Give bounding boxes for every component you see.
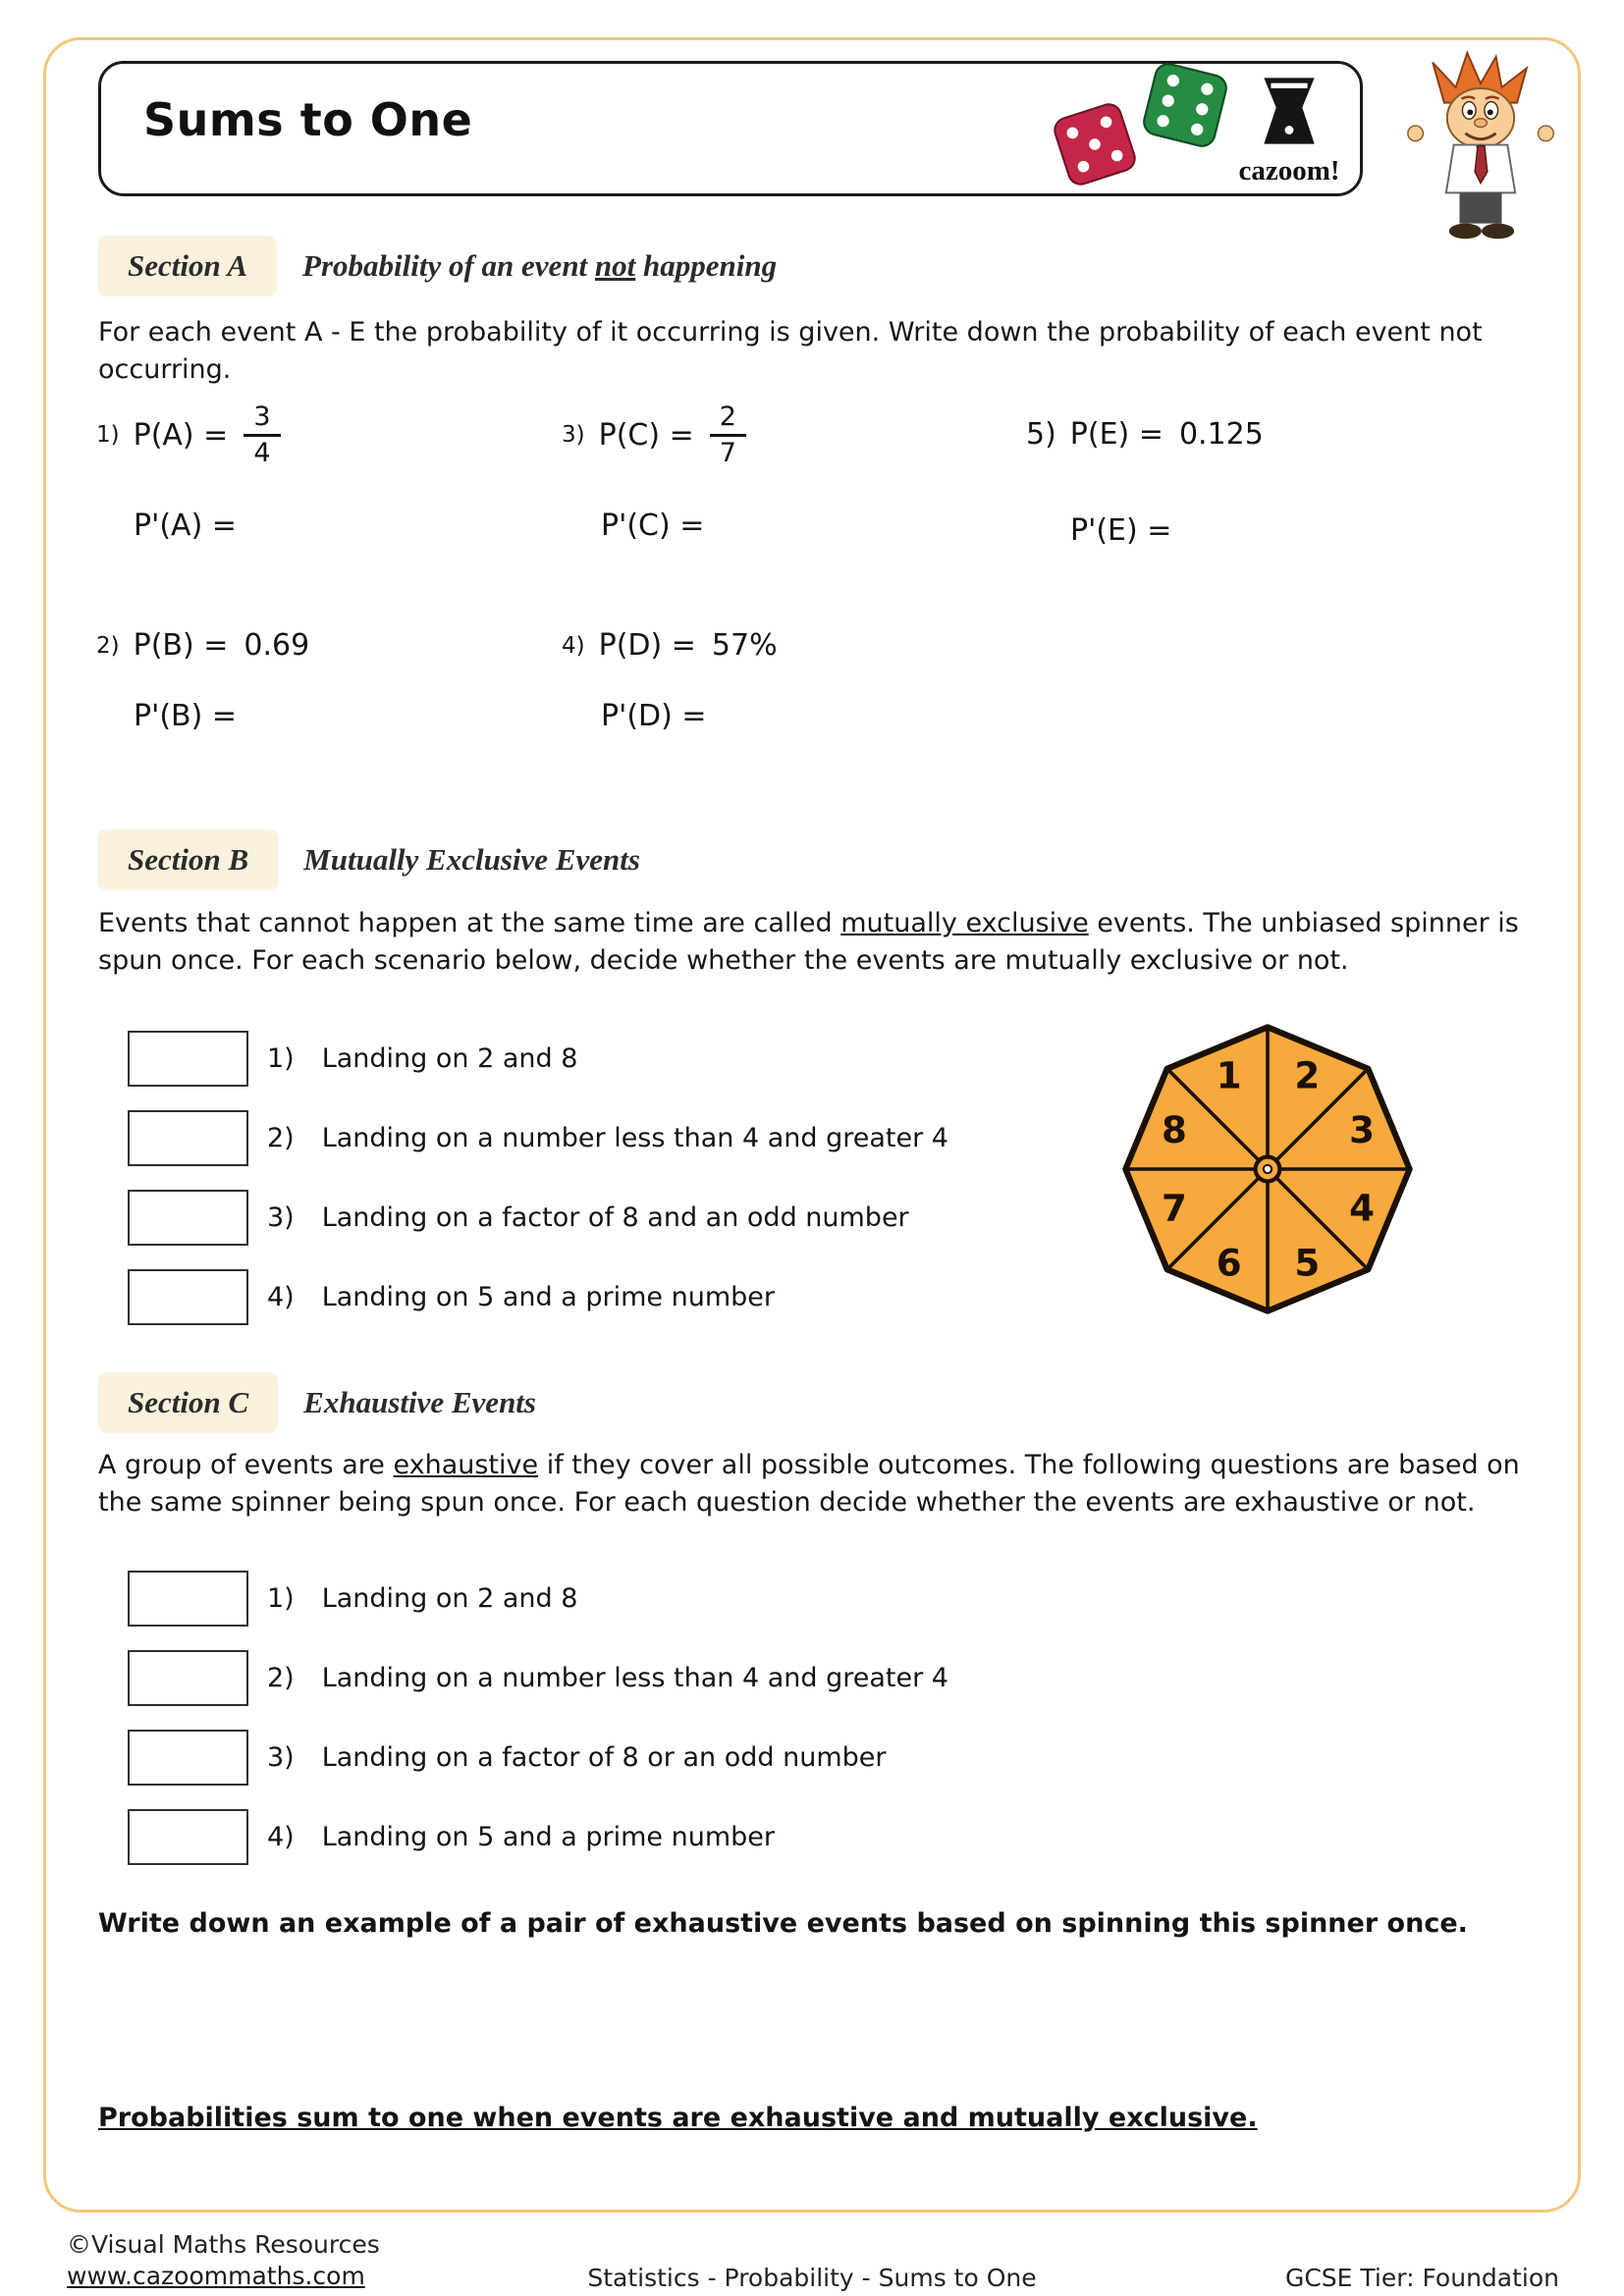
page-title: Sums to One — [143, 93, 473, 146]
footer-tier-text: GCSE Tier: Foundation — [1284, 2264, 1559, 2292]
problem-4-number: 4) — [562, 632, 585, 659]
section-a-title: Probability of an event not happening — [302, 248, 778, 283]
problem-5-number: 5) — [1026, 417, 1056, 452]
section-c-intro: A group of events are exhaustive if they cover all possible outcomes. The following questions are based on the same spinner being spun once. For each question decide whether the events are exhaustive or not. — [98, 1450, 1520, 1518]
problem-3-number: 3) — [562, 422, 585, 449]
question-c4: 4) Landing on 5 and a prime number — [267, 1822, 775, 1852]
problem-5-value: 0.125 — [1178, 417, 1264, 452]
problem-2-given: P(B) = — [133, 628, 229, 663]
fraction — [710, 400, 746, 470]
footer-copyright: ©Visual Maths Resources — [67, 2230, 380, 2259]
section-c-title: Exhaustive Events — [303, 1385, 536, 1419]
spinner-number-2: 2 — [1294, 1053, 1321, 1097]
answer-box-c2[interactable] — [128, 1650, 248, 1706]
section-b-header — [98, 829, 640, 890]
answer-box-c1[interactable] — [128, 1571, 248, 1627]
answer-label-3: P'(C) = — [601, 508, 705, 543]
section-c-label: Section C — [98, 1372, 278, 1433]
fraction — [244, 400, 280, 470]
answer-box-b2[interactable] — [128, 1110, 248, 1166]
question-c3: 3) Landing on a factor of 8 or an odd number — [267, 1742, 887, 1773]
section-a-header — [98, 236, 777, 296]
answer-box-b1[interactable] — [128, 1031, 248, 1087]
answer-label-5: P'(E) = — [1070, 513, 1172, 548]
problem-3-given: P(C) = — [598, 417, 694, 453]
problem-5 — [1026, 417, 1264, 452]
section-a-label: Section A — [98, 236, 277, 296]
answer-label-2: P'(B) = — [134, 699, 237, 733]
mascot-character-illustration — [1382, 47, 1579, 248]
question-b4: 4) Landing on 5 and a prime number — [267, 1282, 775, 1312]
problem-1 — [96, 400, 281, 470]
section-c-header — [98, 1372, 536, 1433]
answer-box-c4[interactable] — [128, 1809, 248, 1865]
write-example-prompt: Write down an example of a pair of exhaustive events based on spinning this spinner once. — [98, 1908, 1468, 1939]
problem-5-given: P(E) = — [1069, 417, 1164, 452]
problem-4-given: P(D) = — [598, 628, 696, 663]
fraction-numerator: 3 — [253, 401, 271, 432]
spinner-number-4: 4 — [1349, 1186, 1376, 1230]
spinner-number-1: 1 — [1216, 1053, 1242, 1097]
section-a-intro: For each event A - E the probability of it occurring is given. Write down the probability of each event not occurring. — [98, 317, 1483, 385]
answer-box-b4[interactable] — [128, 1269, 248, 1325]
problem-1-number: 1) — [96, 422, 120, 449]
question-b1: 1) Landing on 2 and 8 — [267, 1043, 578, 1074]
question-c2: 2) Landing on a number less than 4 and greater 4 — [267, 1663, 948, 1693]
problem-4-value: 57% — [711, 628, 778, 663]
fraction-denominator: 7 — [719, 437, 736, 468]
problem-2 — [96, 628, 309, 663]
question-b2: 2) Landing on a number less than 4 and greater 4 — [267, 1123, 948, 1153]
question-b3: 3) Landing on a factor of 8 and an odd number — [267, 1202, 909, 1233]
fraction-denominator: 4 — [253, 437, 271, 468]
answer-box-b3[interactable] — [128, 1190, 248, 1246]
spinner-number-7: 7 — [1161, 1186, 1187, 1230]
section-b-title: Mutually Exclusive Events — [303, 842, 640, 877]
footer-center-text: Statistics - Probability - Sums to One — [587, 2264, 1037, 2292]
spinner-number-8: 8 — [1161, 1108, 1187, 1152]
logo-wordmark: cazoom! — [1238, 155, 1340, 187]
octagon-spinner — [1115, 1017, 1420, 1321]
footer-website-link[interactable]: www.cazoommaths.com — [67, 2262, 365, 2290]
question-c1: 1) Landing on 2 and 8 — [267, 1583, 578, 1614]
problem-3 — [562, 400, 746, 470]
spinner-number-6: 6 — [1216, 1241, 1242, 1285]
section-b-label: Section B — [98, 829, 278, 890]
problem-4 — [562, 628, 778, 663]
section-b-intro: Events that cannot happen at the same time are called mutually exclusive events. The unbiased spinner is spun once. For each scenario below, decide whether the events are mutually exclusive or not. — [98, 908, 1519, 976]
spinner-number-3: 3 — [1349, 1108, 1376, 1152]
problem-2-value: 0.69 — [244, 628, 310, 663]
problem-1-given: P(A) = — [133, 417, 229, 453]
answer-label-4: P'(D) = — [601, 699, 707, 733]
spinner-hub-center — [1264, 1165, 1272, 1173]
sum-to-one-statement: Probabilities sum to one when events are exhaustive and mutually exclusive. — [98, 2103, 1258, 2133]
problem-2-number: 2) — [96, 632, 120, 659]
answer-label-1: P'(A) = — [134, 508, 237, 543]
answer-box-c3[interactable] — [128, 1730, 248, 1786]
fraction-numerator: 2 — [719, 401, 736, 432]
dice-cup-logo-icon — [1259, 73, 1320, 149]
spinner-number-5: 5 — [1294, 1241, 1321, 1285]
